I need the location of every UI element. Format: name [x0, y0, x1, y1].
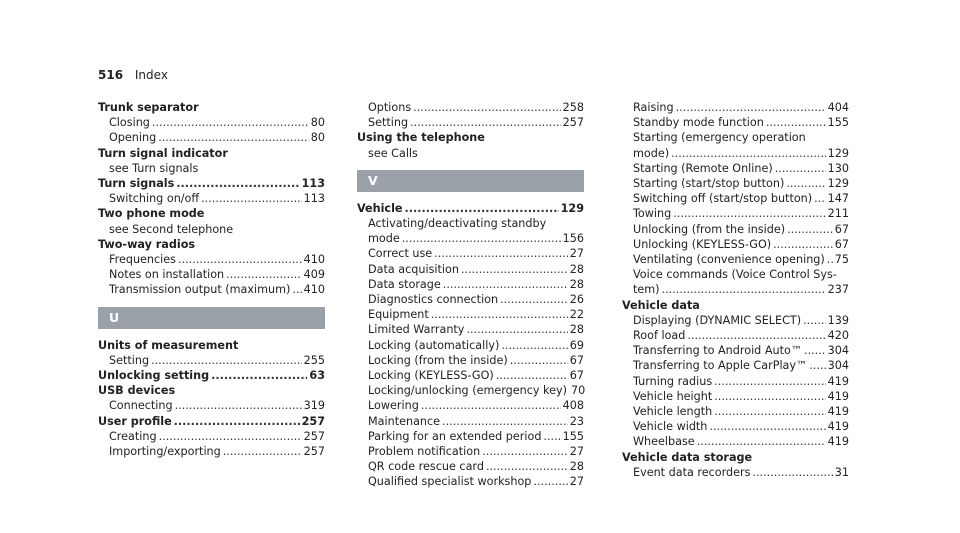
page-ref: 23 — [569, 414, 584, 428]
entry-label: Wheelbase — [633, 435, 695, 449]
dot-leader — [501, 338, 567, 353]
index-subentry[interactable] — [98, 267, 325, 282]
index-subentry — [622, 267, 849, 282]
dot-leader — [434, 246, 568, 261]
entry-label: Transferring to Android Auto™ — [633, 344, 803, 358]
page-ref: 113 — [303, 192, 325, 206]
entry-label: Correct use — [368, 247, 433, 261]
dot-leader — [827, 252, 833, 267]
section-letter-bar: U — [98, 307, 325, 329]
index-heading[interactable] — [98, 368, 325, 383]
dot-leader — [178, 252, 302, 267]
dot-leader — [533, 474, 567, 489]
page-ref: 319 — [303, 399, 325, 413]
entry-label: Unlocking (KEYLESS-GO) — [633, 237, 772, 251]
index-subentry[interactable] — [357, 353, 584, 368]
entry-label: Frequencies — [109, 253, 176, 267]
page-ref: 255 — [303, 353, 325, 367]
index-column-3 — [622, 100, 849, 480]
dot-leader — [158, 130, 309, 145]
entry-label: Data acquisition — [368, 262, 459, 276]
entry-label: Qualified specialist workshop — [368, 475, 532, 489]
page-ref: 67 — [834, 222, 849, 236]
entry-label: Importing/exporting — [109, 445, 221, 459]
dot-leader — [786, 176, 825, 191]
page-ref: 27 — [569, 445, 584, 459]
dot-leader — [176, 176, 299, 191]
dot-leader — [673, 206, 825, 221]
entry-label: Parking for an extended period — [368, 429, 542, 443]
index-subentry[interactable] — [357, 115, 584, 130]
entry-label: Connecting — [109, 399, 173, 413]
index-subentry[interactable] — [98, 282, 325, 297]
dot-leader — [410, 115, 561, 130]
page-ref: 419 — [827, 435, 849, 449]
index-subentry[interactable] — [357, 474, 584, 489]
entry-label: Limited Warranty — [368, 323, 465, 337]
index-subentry[interactable] — [622, 161, 849, 176]
entry-label: Turn signals — [98, 177, 175, 191]
index-heading[interactable] — [98, 414, 325, 429]
entry-label: Starting (start/stop button) — [633, 177, 785, 191]
dot-leader — [714, 404, 825, 419]
entry-label: mode — [368, 232, 400, 246]
page-ref: 155 — [562, 429, 584, 443]
dot-leader — [496, 368, 568, 383]
index-heading — [622, 450, 849, 465]
dot-leader — [714, 389, 825, 404]
entry-label: Transferring to Apple CarPlay™ — [633, 359, 808, 373]
index-subentry[interactable] — [622, 237, 849, 252]
index-heading — [622, 298, 849, 313]
index-subentry[interactable] — [622, 358, 849, 373]
index-subentry[interactable] — [357, 307, 584, 322]
entry-label: Unlocking setting — [98, 369, 210, 383]
dot-leader — [151, 353, 302, 368]
entry-label: Towing — [633, 207, 672, 221]
entry-label: Using the telephone — [357, 131, 485, 145]
page-ref: 129 — [827, 177, 849, 191]
page-ref: 80 — [310, 116, 325, 130]
page-ref: 22 — [569, 308, 584, 322]
entry-label: Activating/deactivating standby — [368, 217, 547, 231]
page-ref: 410 — [303, 283, 325, 297]
index-subentry[interactable] — [622, 206, 849, 221]
dot-leader — [814, 191, 826, 206]
page-ref: 419 — [827, 420, 849, 434]
entry-label: Vehicle data storage — [622, 450, 753, 464]
entry-label: Setting — [109, 353, 150, 367]
index-subentry[interactable] — [622, 434, 849, 449]
dot-leader — [461, 262, 568, 277]
page-ref: 410 — [303, 253, 325, 267]
page-ref: 31 — [834, 465, 849, 479]
dot-leader — [773, 237, 833, 252]
entry-label: Closing — [109, 116, 150, 130]
dot-leader — [223, 444, 302, 459]
entry-label: Displaying (DYNAMIC SELECT) — [633, 313, 802, 327]
entry-label: Unlocking (from the inside) — [633, 222, 786, 236]
entry-label: Locking (from the inside) — [368, 353, 508, 367]
dot-leader — [809, 358, 825, 373]
page-ref: 156 — [562, 232, 584, 246]
page-ref: 26 — [569, 293, 584, 307]
index-subentry[interactable] — [357, 100, 584, 115]
dot-leader — [292, 282, 301, 297]
dot-leader — [466, 322, 567, 337]
page-number: 516 — [98, 68, 124, 82]
entry-label: see Second telephone — [109, 222, 234, 236]
entry-label: Roof load — [633, 329, 686, 343]
page-ref: 28 — [569, 277, 584, 291]
dot-leader — [543, 429, 560, 444]
entry-label: Switching on/off — [109, 192, 200, 206]
entry-label: tem) — [633, 283, 660, 297]
index-subentry[interactable] — [98, 191, 325, 206]
page-ref: 80 — [310, 131, 325, 145]
index-subentry[interactable] — [98, 398, 325, 413]
index-subentry[interactable] — [98, 115, 325, 130]
page-ref: 27 — [569, 247, 584, 261]
page-ref: 404 — [827, 101, 849, 114]
dot-leader — [671, 146, 826, 161]
entry-label: Ventilating (convenience opening) — [633, 253, 825, 267]
entry-label: Standby mode function — [633, 116, 764, 130]
index-subentry[interactable] — [357, 398, 584, 413]
index-subentry[interactable] — [98, 130, 325, 145]
dot-leader — [175, 398, 302, 413]
index-heading — [357, 130, 584, 145]
dot-leader — [510, 353, 568, 368]
page-ref: 419 — [827, 405, 849, 419]
index-subentry[interactable] — [622, 328, 849, 343]
page-ref: 75 — [834, 253, 849, 267]
page-ref: 129 — [827, 146, 849, 160]
page-ref: 211 — [827, 207, 849, 221]
entry-label: Setting — [368, 116, 409, 130]
dot-leader — [201, 191, 302, 206]
dot-leader — [226, 267, 302, 282]
index-subentry[interactable] — [622, 343, 849, 358]
dot-leader — [804, 343, 826, 358]
entry-label: Maintenance — [368, 414, 441, 428]
entry-label: Vehicle — [357, 201, 403, 215]
index-subentry[interactable] — [357, 383, 584, 398]
index-subentry[interactable] — [622, 252, 849, 267]
dot-leader — [152, 115, 309, 130]
entry-label: Vehicle data — [622, 298, 700, 312]
page-ref: 419 — [827, 389, 849, 403]
page-ref: 28 — [569, 323, 584, 337]
page-ref: 257 — [303, 429, 325, 443]
entry-label: Starting (emergency operation — [633, 131, 806, 145]
index-subentry — [622, 130, 849, 145]
page-ref: 129 — [560, 201, 584, 215]
index-subentry[interactable] — [622, 222, 849, 237]
entry-label: Lowering — [368, 399, 419, 413]
page-ref: 67 — [834, 237, 849, 251]
index-subentry[interactable] — [622, 191, 849, 206]
page-ref: 130 — [827, 161, 849, 175]
index-subentry[interactable] — [622, 100, 849, 115]
dot-leader — [421, 398, 561, 413]
dot-leader — [752, 465, 832, 480]
dot-leader — [709, 419, 825, 434]
index-heading — [98, 237, 325, 252]
entry-label: Options — [368, 101, 412, 114]
entry-label: Vehicle width — [633, 420, 708, 434]
page-ref: 304 — [827, 359, 849, 373]
page-ref: 28 — [569, 262, 584, 276]
index-column-1 — [98, 100, 325, 459]
entry-label: Diagnostics connection — [368, 293, 499, 307]
entry-label: mode) — [633, 146, 670, 160]
dot-leader — [775, 161, 826, 176]
dot-leader — [486, 459, 568, 474]
entry-label: Event data recorders — [633, 465, 751, 479]
dot-leader — [442, 414, 568, 429]
entry-label: QR code rescue card — [368, 460, 484, 474]
entry-label: USB devices — [98, 384, 176, 398]
index-subentry[interactable] — [357, 338, 584, 353]
dot-leader — [714, 374, 825, 389]
index-subentry[interactable] — [357, 246, 584, 261]
page-title: Index — [134, 68, 168, 82]
page-ref: 408 — [562, 399, 584, 413]
page-ref: 67 — [569, 353, 584, 367]
dot-leader — [766, 115, 826, 130]
dot-leader — [662, 282, 826, 297]
entry-label: Vehicle height — [633, 389, 713, 403]
page-ref: 113 — [301, 177, 325, 191]
entry-label: Data storage — [368, 277, 441, 291]
entry-label: Locking (automatically) — [368, 338, 500, 352]
entry-label: Two-way radios — [98, 237, 196, 251]
dot-leader — [443, 277, 568, 292]
entry-label: Two phone mode — [98, 207, 205, 221]
page-ref: 70 — [570, 384, 586, 398]
page-ref: 139 — [827, 313, 849, 327]
index-subentry[interactable] — [98, 429, 325, 444]
page-ref: 63 — [309, 369, 325, 383]
entry-label: Transmission output (maximum) — [109, 283, 291, 297]
index-heading — [98, 338, 325, 353]
index-subentry — [98, 161, 325, 176]
entry-label: Starting (Remote Online) — [633, 161, 773, 175]
page-ref: 147 — [827, 192, 849, 206]
index-subentry[interactable] — [357, 277, 584, 292]
page-header — [98, 68, 168, 82]
dot-leader — [405, 201, 559, 216]
dot-leader — [402, 231, 561, 246]
index-subentry[interactable] — [622, 146, 849, 161]
dot-leader — [803, 313, 826, 328]
section-letter-bar: V — [357, 170, 584, 192]
dot-leader — [676, 100, 826, 115]
dot-leader — [159, 429, 302, 444]
index-heading[interactable] — [357, 201, 584, 216]
dot-leader — [787, 222, 833, 237]
entry-label: Creating — [109, 429, 157, 443]
entry-label: Opening — [109, 131, 157, 145]
index-subentry — [357, 216, 584, 231]
page-ref: 69 — [569, 338, 584, 352]
index-subentry[interactable] — [622, 389, 849, 404]
dot-leader — [697, 434, 826, 449]
entry-label: Notes on installation — [109, 268, 225, 282]
dot-leader — [687, 328, 825, 343]
entry-label: Vehicle length — [633, 405, 713, 419]
index-subentry[interactable] — [357, 414, 584, 429]
page-ref: 258 — [562, 101, 584, 114]
page-ref: 257 — [301, 414, 325, 428]
page-ref: 420 — [827, 329, 849, 343]
page-ref: 304 — [827, 344, 849, 358]
entry-label: Switching off (start/stop button) — [633, 192, 813, 206]
dot-leader — [211, 368, 307, 383]
index-heading — [98, 206, 325, 221]
entry-label: User profile — [98, 414, 172, 428]
index-subentry[interactable] — [357, 459, 584, 474]
entry-label: Raising — [633, 101, 674, 114]
page-ref: 155 — [827, 116, 849, 130]
dot-leader — [431, 307, 568, 322]
index-subentry[interactable] — [357, 292, 584, 307]
dot-leader — [174, 414, 300, 429]
entry-label: Equipment — [368, 308, 429, 322]
page-ref: 237 — [827, 283, 849, 297]
entry-label: see Calls — [368, 146, 418, 160]
index-heading — [98, 146, 325, 161]
index-subentry[interactable] — [622, 374, 849, 389]
entry-label: see Turn signals — [109, 161, 199, 175]
entry-label: Units of measurement — [98, 338, 239, 352]
index-subentry[interactable] — [622, 282, 849, 297]
page-ref: 257 — [303, 445, 325, 459]
index-subentry[interactable] — [357, 231, 584, 246]
index-subentry[interactable] — [98, 444, 325, 459]
index-subentry[interactable] — [622, 176, 849, 191]
dot-leader — [413, 100, 560, 115]
entry-label: Turn signal indicator — [98, 146, 228, 160]
index-subentry[interactable] — [357, 444, 584, 459]
index-heading — [98, 100, 325, 115]
index-subentry — [98, 222, 325, 237]
entry-label: Locking (KEYLESS-GO) — [368, 369, 494, 383]
index-heading — [98, 383, 325, 398]
page-ref: 67 — [569, 369, 584, 383]
page-ref: 409 — [303, 268, 325, 282]
entry-label: Locking/unlocking (emergency key) — [368, 384, 567, 398]
index-subentry[interactable] — [357, 322, 584, 337]
index-subentry[interactable] — [98, 252, 325, 267]
index-heading[interactable] — [98, 176, 325, 191]
index-subentry[interactable] — [357, 429, 584, 444]
index-subentry[interactable] — [622, 419, 849, 434]
entry-label: Problem notification — [368, 445, 481, 459]
index-subentry[interactable] — [357, 368, 584, 383]
index-subentry[interactable] — [622, 465, 849, 480]
index-subentry[interactable] — [622, 115, 849, 130]
index-subentry[interactable] — [98, 353, 325, 368]
page-ref: 27 — [569, 475, 584, 489]
entry-label: Trunk separator — [98, 101, 199, 114]
index-column-2 — [357, 100, 584, 490]
entry-label: Voice commands (Voice Control Sys- — [633, 268, 837, 282]
dot-leader — [482, 444, 568, 459]
entry-label: Turning radius — [633, 374, 713, 388]
dot-leader — [500, 292, 568, 307]
page-ref: 28 — [569, 460, 584, 474]
index-subentry[interactable] — [357, 262, 584, 277]
page-ref: 419 — [827, 374, 849, 388]
index-subentry[interactable] — [622, 313, 849, 328]
index-subentry — [357, 146, 584, 161]
page-ref: 257 — [562, 116, 584, 130]
index-subentry[interactable] — [622, 404, 849, 419]
